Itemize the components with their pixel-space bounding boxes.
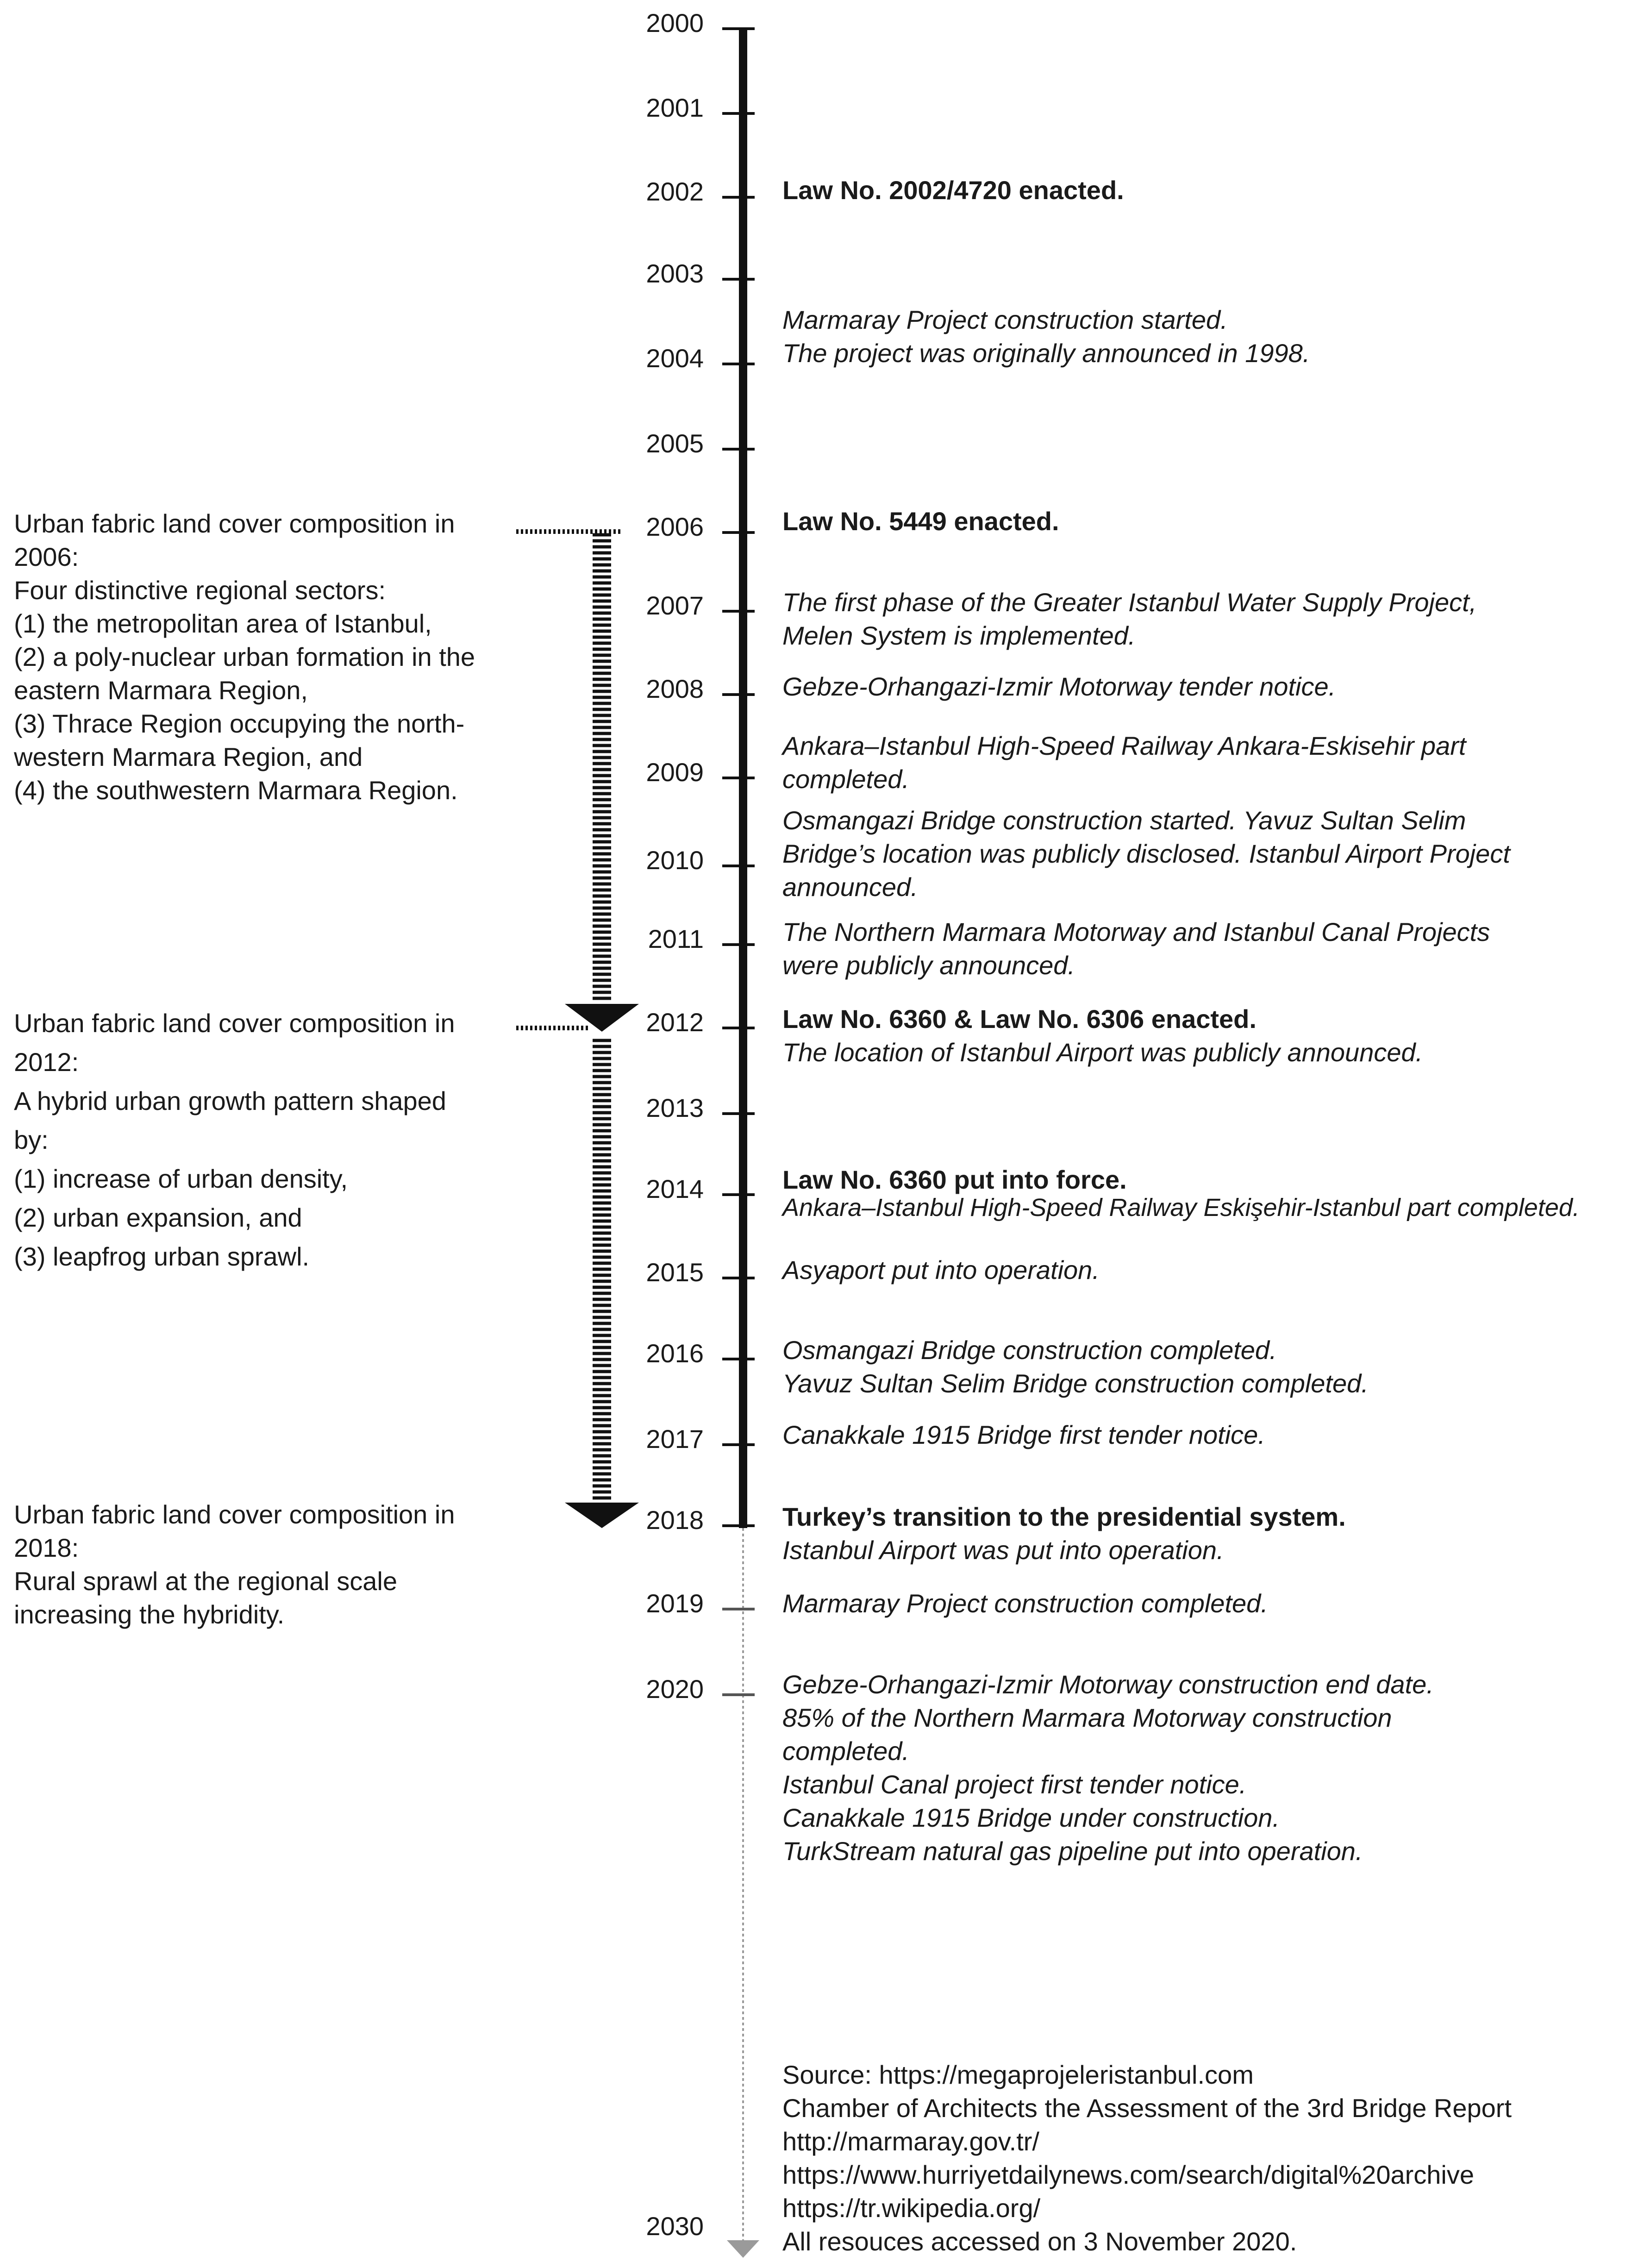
note-line: (1) increase of urban density, — [14, 1164, 348, 1193]
year-label: 2006 — [646, 512, 704, 541]
event-line: Law No. 5449 enacted. — [782, 507, 1059, 536]
event-line: Yavuz Sultan Selim Bridge construction completed. — [782, 1369, 1369, 1398]
note-line: increasing the hybridity. — [14, 1600, 285, 1629]
event-2010 — [782, 804, 1510, 904]
event-line: Marmaray Project construction completed. — [782, 1589, 1268, 1618]
event-2009 — [782, 729, 1466, 796]
event-2002 — [782, 174, 1124, 207]
source-line: https://www.hurriyetdailynews.com/search/digital%20archive — [782, 2160, 1474, 2189]
event-2006 — [782, 505, 1059, 538]
note-line: 2006: — [14, 542, 79, 571]
note-2006 — [14, 507, 475, 807]
note-line: A hybrid urban growth pattern shaped — [14, 1086, 446, 1115]
event-line: Gebze-Orhangazi-Izmir Motorway construction end date. — [782, 1670, 1434, 1699]
event-2012 — [782, 1002, 1423, 1069]
source-list — [782, 2058, 1512, 2258]
event-line: Canakkale 1915 Bridge first tender notice. — [782, 1420, 1265, 1449]
event-line: Asyaport put into operation. — [782, 1255, 1100, 1284]
note-line: (2) a poly-nuclear urban formation in the — [14, 642, 475, 671]
note-line: (1) the metropolitan area of Istanbul, — [14, 609, 432, 638]
event-line: Turkey’s transition to the presidential system. — [782, 1502, 1346, 1531]
year-label: 2007 — [646, 591, 704, 620]
event-line: completed. — [782, 1736, 909, 1766]
note-line: (4) the southwestern Marmara Region. — [14, 776, 458, 805]
event-2011 — [782, 915, 1490, 982]
year-label: 2018 — [646, 1505, 704, 1535]
source-line: All resouces accessed on 3 November 2020. — [782, 2227, 1297, 2256]
event-line: Law No. 6360 put into force. — [782, 1165, 1127, 1194]
note-line: western Marmara Region, and — [14, 742, 363, 771]
event-line: The first phase of the Greater Istanbul Water Supply Project, — [782, 588, 1477, 617]
event-line: Bridge’s location was publicly disclosed. Istanbul Airport Project — [782, 839, 1510, 868]
event-2018 — [782, 1500, 1346, 1567]
note-line: (3) Thrace Region occupying the north- — [14, 709, 465, 738]
note-2012 — [14, 1004, 455, 1276]
event-2015 — [782, 1253, 1100, 1287]
year-label: 2016 — [646, 1339, 704, 1368]
year-label: 2012 — [646, 1008, 704, 1037]
event-line: Gebze-Orhangazi-Izmir Motorway tender notice. — [782, 672, 1336, 701]
event-line: were publicly announced. — [782, 951, 1075, 980]
note-line: 2018: — [14, 1533, 79, 1562]
event-2020 — [782, 1668, 1434, 1868]
event-line: TurkStream natural gas pipeline put into operation. — [782, 1836, 1363, 1866]
year-label: 2017 — [646, 1424, 704, 1454]
note-line: Rural sprawl at the regional scale — [14, 1566, 397, 1596]
event-line: The Northern Marmara Motorway and Istanbul Canal Projects — [782, 917, 1490, 946]
year-label: 2020 — [646, 1674, 704, 1704]
event-line: 85% of the Northern Marmara Motorway construction — [782, 1703, 1392, 1732]
event-2014 — [782, 1166, 1580, 1222]
year-label: 2010 — [646, 846, 704, 875]
year-label: 2014 — [646, 1174, 704, 1203]
event-line: Law No. 2002/4720 enacted. — [782, 175, 1124, 205]
event-line: Canakkale 1915 Bridge under construction. — [782, 1803, 1280, 1832]
year-ticks — [722, 29, 755, 1695]
event-line: Istanbul Airport was put into operation. — [782, 1535, 1224, 1565]
event-line: The location of Istanbul Airport was publicly announced. — [782, 1038, 1423, 1067]
note-line: Urban fabric land cover composition in — [14, 1009, 455, 1038]
event-line: Melen System is implemented. — [782, 621, 1136, 650]
event-line: Law No. 6360 & Law No. 6306 enacted. — [782, 1004, 1257, 1034]
event-2017 — [782, 1418, 1265, 1452]
note-2018 — [14, 1498, 455, 1631]
event-2019 — [782, 1587, 1268, 1620]
source-line: Source: https://megaprojeleristanbul.com — [782, 2060, 1254, 2089]
note-line: Four distinctive regional sectors: — [14, 576, 386, 605]
year-label: 2001 — [646, 93, 704, 122]
year-label: 2009 — [646, 758, 704, 787]
event-line: completed. — [782, 764, 909, 794]
note-line: Urban fabric land cover composition in — [14, 1500, 455, 1529]
event-2008 — [782, 670, 1336, 703]
event-line: Marmaray Project construction started. — [782, 305, 1228, 334]
event-line: Ankara–Istanbul High-Speed Railway Ankara-Eskisehir part — [782, 731, 1466, 760]
event-line: Osmangazi Bridge construction started. Yavuz Sultan Selim — [782, 806, 1466, 835]
event-line: The project was originally announced in 1998. — [782, 338, 1310, 368]
year-label: 2003 — [646, 259, 704, 288]
year-label: 2000 — [646, 8, 704, 38]
event-2004 — [782, 303, 1310, 370]
event-2016 — [782, 1334, 1369, 1400]
year-label: 2004 — [646, 344, 704, 373]
note-line: eastern Marmara Region, — [14, 676, 308, 705]
event-2007 — [782, 586, 1476, 652]
note-line: (2) urban expansion, and — [14, 1203, 302, 1232]
year-label: 2030 — [646, 2212, 704, 2241]
note-line: Urban fabric land cover composition in — [14, 509, 455, 538]
axis-end-arrow — [727, 2240, 759, 2258]
year-label: 2011 — [648, 924, 704, 953]
source-line: http://marmaray.gov.tr/ — [782, 2127, 1039, 2156]
note-line: 2012: — [14, 1047, 79, 1077]
source-line: https://tr.wikipedia.org/ — [782, 2193, 1041, 2223]
year-label: 2015 — [646, 1258, 704, 1287]
year-label: 2002 — [646, 177, 704, 206]
event-line: Ankara–Istanbul High-Speed Railway Eskişehir-Istanbul part completed. — [782, 1194, 1580, 1222]
event-line: announced. — [782, 872, 918, 902]
year-label: 2013 — [646, 1093, 704, 1122]
year-label: 2019 — [646, 1589, 704, 1618]
event-line: Istanbul Canal project first tender notice. — [782, 1770, 1247, 1799]
note-line: (3) leapfrog urban sprawl. — [14, 1242, 310, 1271]
year-label: 2008 — [646, 674, 704, 703]
year-label: 2005 — [646, 429, 704, 458]
event-line: Osmangazi Bridge construction completed. — [782, 1335, 1277, 1365]
source-line: Chamber of Architects the Assessment of the 3rd Bridge Report — [782, 2093, 1512, 2123]
note-line: by: — [14, 1125, 49, 1154]
